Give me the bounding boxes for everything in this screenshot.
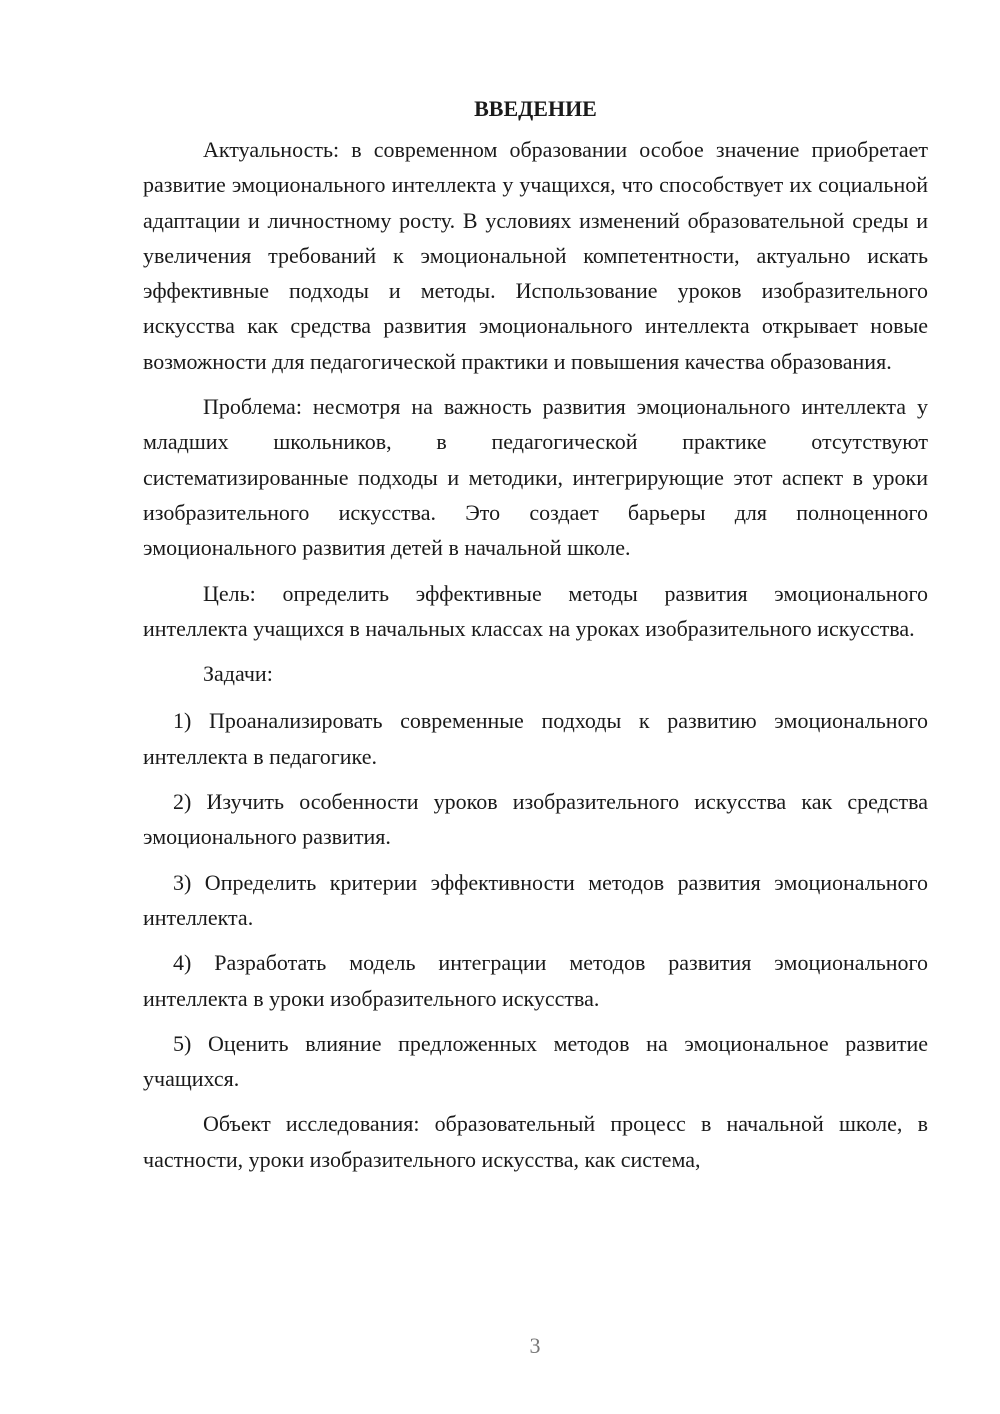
paragraph-goal: Цель: определить эффективные методы развития эмоционального интеллекта учащихся в начальных классах на уроках изобразительного искусства. <box>143 580 928 641</box>
task-item-1: 1) Проанализировать современные подходы к развитию эмоционального интеллекта в педагогике. <box>143 708 928 769</box>
tasks-label: Задачи: <box>203 661 273 687</box>
paragraph-object: Объект исследования: образовательный процесс в начальной школе, в частности, уроки изобразительного искусства, как система, <box>143 1111 928 1172</box>
document-page <box>143 92 928 1187</box>
task-list <box>143 703 928 1096</box>
page-number: 3 <box>529 1333 541 1358</box>
task-item-5: 5) Оценить влияние предложенных методов на эмоциональное развитие учащихся. <box>143 1030 928 1092</box>
paragraph-problem: Проблема: несмотря на важность развития эмоционального интеллекта у младших школьников, в педагогической практике отсутствуют систематизированные подходы и методики, интегрирующие этот аспект в уроки изобразительного искусства. Это создает барьеры для полноценного эмоционального развития детей в начальной школе. <box>143 394 928 561</box>
paragraph-relevance: Актуальность: в современном образовании особое значение приобретает развитие эмоционального интеллекта у учащихся, что способствует их социальной адаптации и личностному росту. В условиях изменений образовательной среды и увеличения требований к эмоциональной компетентности, актуально искать эффективные подходы и методы. Использование уроков изобразительного искусства как средства развития эмоционального интеллекта открывает новые возможности для педагогической практики и повышения качества образования. <box>143 137 928 374</box>
task-item-3: 3) Определить критерии эффективности методов развития эмоционального интеллекта. <box>143 869 928 930</box>
page-title: ВВЕДЕНИЕ <box>474 96 597 121</box>
task-item-2: 2) Изучить особенности уроков изобразительного искусства как средства эмоционального развития. <box>143 789 928 850</box>
task-item-4: 4) Разработать модель интеграции методов развития эмоционального интеллекта в уроки изобразительного искусства. <box>143 950 928 1011</box>
